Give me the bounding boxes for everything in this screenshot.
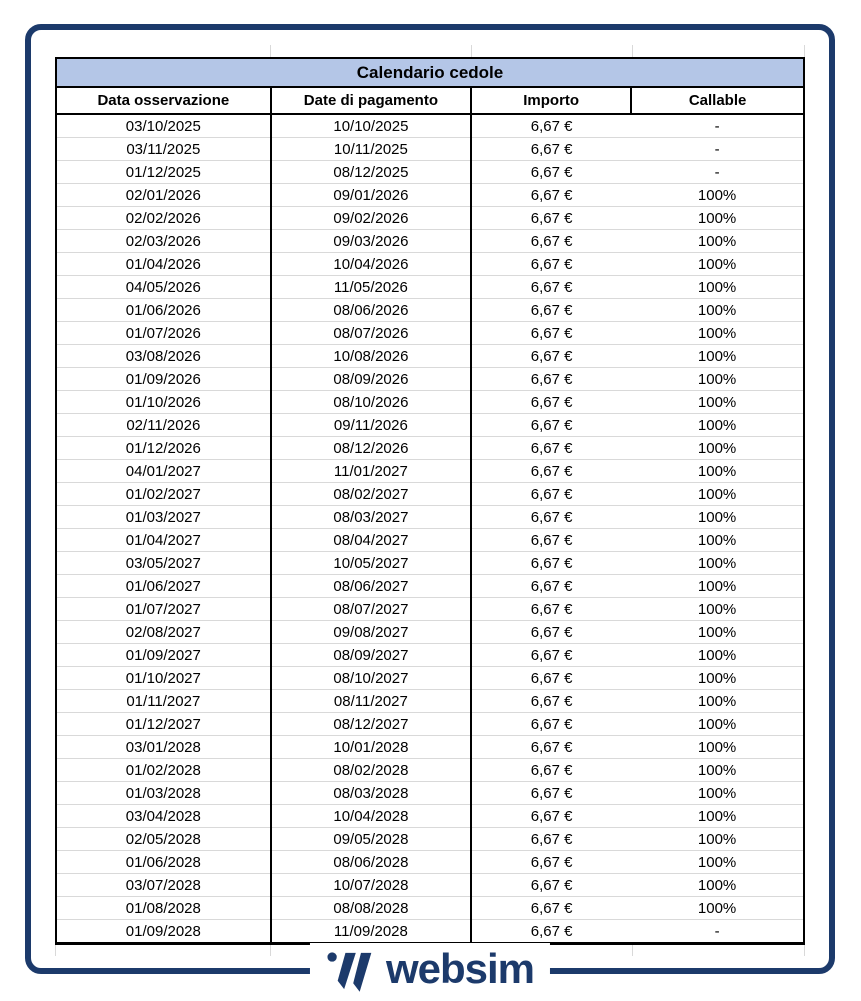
cell-callable: 100% xyxy=(631,460,804,483)
table-row xyxy=(56,920,804,944)
table-row xyxy=(56,851,804,874)
cell-importo: 6,67 € xyxy=(471,345,631,368)
cell-date-pagamento: 10/05/2027 xyxy=(271,552,471,575)
cell-data-osservazione: 01/07/2027 xyxy=(56,598,271,621)
cell-callable: 100% xyxy=(631,322,804,345)
cell-data-osservazione: 03/04/2028 xyxy=(56,805,271,828)
cell-callable: 100% xyxy=(631,736,804,759)
cell-importo: 6,67 € xyxy=(471,161,631,184)
cell-callable: 100% xyxy=(631,368,804,391)
table-row xyxy=(56,667,804,690)
cell-importo: 6,67 € xyxy=(471,759,631,782)
cell-date-pagamento: 09/02/2026 xyxy=(271,207,471,230)
cell-callable: 100% xyxy=(631,621,804,644)
column-header-importo: Importo xyxy=(471,87,631,114)
cell-data-osservazione: 01/10/2026 xyxy=(56,391,271,414)
cell-data-osservazione: 01/09/2027 xyxy=(56,644,271,667)
cell-data-osservazione: 01/10/2027 xyxy=(56,667,271,690)
cell-data-osservazione: 04/01/2027 xyxy=(56,460,271,483)
cell-importo: 6,67 € xyxy=(471,391,631,414)
cell-date-pagamento: 09/05/2028 xyxy=(271,828,471,851)
cell-importo: 6,67 € xyxy=(471,483,631,506)
cell-date-pagamento: 10/07/2028 xyxy=(271,874,471,897)
cell-callable: 100% xyxy=(631,598,804,621)
cell-callable: 100% xyxy=(631,690,804,713)
cell-callable: 100% xyxy=(631,713,804,736)
table-row xyxy=(56,345,804,368)
cell-callable: 100% xyxy=(631,828,804,851)
table-row xyxy=(56,460,804,483)
cell-data-osservazione: 03/05/2027 xyxy=(56,552,271,575)
cell-date-pagamento: 08/02/2028 xyxy=(271,759,471,782)
cell-importo: 6,67 € xyxy=(471,230,631,253)
table-row xyxy=(56,184,804,207)
cell-date-pagamento: 10/08/2026 xyxy=(271,345,471,368)
cell-importo: 6,67 € xyxy=(471,253,631,276)
websim-logo-text: websim xyxy=(385,945,535,992)
table-row xyxy=(56,897,804,920)
table-row xyxy=(56,230,804,253)
gridline-artifact xyxy=(632,945,633,956)
cell-importo: 6,67 € xyxy=(471,598,631,621)
websim-logo-icon xyxy=(326,949,374,993)
cell-callable: 100% xyxy=(631,897,804,920)
cell-data-osservazione: 03/07/2028 xyxy=(56,874,271,897)
table-row xyxy=(56,414,804,437)
cell-date-pagamento: 09/11/2026 xyxy=(271,414,471,437)
cell-date-pagamento: 11/09/2028 xyxy=(271,920,471,944)
table-title-row xyxy=(56,58,804,87)
cell-data-osservazione: 01/04/2027 xyxy=(56,529,271,552)
cell-importo: 6,67 € xyxy=(471,207,631,230)
cell-date-pagamento: 09/08/2027 xyxy=(271,621,471,644)
cell-importo: 6,67 € xyxy=(471,184,631,207)
cell-data-osservazione: 01/04/2026 xyxy=(56,253,271,276)
cell-data-osservazione: 01/02/2028 xyxy=(56,759,271,782)
cell-importo: 6,67 € xyxy=(471,713,631,736)
cell-data-osservazione: 03/11/2025 xyxy=(56,138,271,161)
table-row xyxy=(56,114,804,138)
gridline-artifact xyxy=(55,945,56,956)
cell-importo: 6,67 € xyxy=(471,322,631,345)
cell-data-osservazione: 01/03/2027 xyxy=(56,506,271,529)
cell-importo: 6,67 € xyxy=(471,828,631,851)
cell-date-pagamento: 08/04/2027 xyxy=(271,529,471,552)
table-row xyxy=(56,322,804,345)
table-header-row xyxy=(56,87,804,114)
cell-date-pagamento: 08/03/2027 xyxy=(271,506,471,529)
cell-importo: 6,67 € xyxy=(471,368,631,391)
cell-date-pagamento: 08/12/2027 xyxy=(271,713,471,736)
column-header-callable: Callable xyxy=(631,87,804,114)
cell-data-osservazione: 03/01/2028 xyxy=(56,736,271,759)
cell-date-pagamento: 08/06/2026 xyxy=(271,299,471,322)
cell-importo: 6,67 € xyxy=(471,299,631,322)
column-header-data-osservazione: Data osservazione xyxy=(56,87,271,114)
table-title: Calendario cedole xyxy=(56,58,804,87)
cell-callable: 100% xyxy=(631,391,804,414)
table-row xyxy=(56,713,804,736)
table-row xyxy=(56,552,804,575)
cell-date-pagamento: 08/07/2027 xyxy=(271,598,471,621)
table-row xyxy=(56,161,804,184)
cell-date-pagamento: 11/01/2027 xyxy=(271,460,471,483)
cell-importo: 6,67 € xyxy=(471,667,631,690)
cell-importo: 6,67 € xyxy=(471,114,631,138)
table-row xyxy=(56,575,804,598)
cell-callable: 100% xyxy=(631,184,804,207)
cell-callable: 100% xyxy=(631,506,804,529)
column-header-date-pagamento: Date di pagamento xyxy=(271,87,471,114)
cell-data-osservazione: 01/08/2028 xyxy=(56,897,271,920)
cell-data-osservazione: 02/08/2027 xyxy=(56,621,271,644)
cell-callable: 100% xyxy=(631,345,804,368)
cell-callable: 100% xyxy=(631,414,804,437)
cell-data-osservazione: 01/06/2027 xyxy=(56,575,271,598)
cell-data-osservazione: 03/10/2025 xyxy=(56,114,271,138)
cell-importo: 6,67 € xyxy=(471,621,631,644)
table-row xyxy=(56,483,804,506)
cell-data-osservazione: 01/12/2026 xyxy=(56,437,271,460)
table-body xyxy=(56,114,804,944)
cell-callable: 100% xyxy=(631,667,804,690)
cell-callable: 100% xyxy=(631,230,804,253)
cell-date-pagamento: 09/03/2026 xyxy=(271,230,471,253)
cell-callable: - xyxy=(631,138,804,161)
cell-date-pagamento: 08/06/2027 xyxy=(271,575,471,598)
cell-date-pagamento: 08/08/2028 xyxy=(271,897,471,920)
cell-callable: 100% xyxy=(631,552,804,575)
cell-callable: - xyxy=(631,920,804,944)
cell-date-pagamento: 08/03/2028 xyxy=(271,782,471,805)
cell-importo: 6,67 € xyxy=(471,644,631,667)
gridline-artifact xyxy=(270,945,271,956)
cell-callable: 100% xyxy=(631,207,804,230)
table-row xyxy=(56,805,804,828)
table-row xyxy=(56,207,804,230)
cell-importo: 6,67 € xyxy=(471,575,631,598)
cell-importo: 6,67 € xyxy=(471,782,631,805)
table-row xyxy=(56,644,804,667)
cell-data-osservazione: 01/12/2027 xyxy=(56,713,271,736)
table-row xyxy=(56,736,804,759)
cell-importo: 6,67 € xyxy=(471,460,631,483)
cell-importo: 6,67 € xyxy=(471,414,631,437)
table-row xyxy=(56,529,804,552)
gridline-artifact xyxy=(471,45,472,57)
cell-importo: 6,67 € xyxy=(471,529,631,552)
cell-data-osservazione: 02/05/2028 xyxy=(56,828,271,851)
gridline-artifact xyxy=(804,945,805,956)
cell-importo: 6,67 € xyxy=(471,552,631,575)
table-row xyxy=(56,138,804,161)
cell-callable: 100% xyxy=(631,529,804,552)
cell-importo: 6,67 € xyxy=(471,276,631,299)
table-row xyxy=(56,874,804,897)
cell-date-pagamento: 08/10/2027 xyxy=(271,667,471,690)
table-row xyxy=(56,828,804,851)
table-row xyxy=(56,391,804,414)
cell-date-pagamento: 10/10/2025 xyxy=(271,114,471,138)
cell-date-pagamento: 08/02/2027 xyxy=(271,483,471,506)
cell-data-osservazione: 04/05/2026 xyxy=(56,276,271,299)
cell-data-osservazione: 01/09/2026 xyxy=(56,368,271,391)
cell-callable: 100% xyxy=(631,644,804,667)
cell-date-pagamento: 08/06/2028 xyxy=(271,851,471,874)
cell-callable: 100% xyxy=(631,276,804,299)
websim-logo xyxy=(310,943,550,999)
cell-callable: 100% xyxy=(631,782,804,805)
cell-data-osservazione: 01/06/2026 xyxy=(56,299,271,322)
cell-callable: 100% xyxy=(631,575,804,598)
table-row xyxy=(56,598,804,621)
cell-data-osservazione: 02/01/2026 xyxy=(56,184,271,207)
cell-callable: 100% xyxy=(631,874,804,897)
cell-date-pagamento: 10/01/2028 xyxy=(271,736,471,759)
cell-date-pagamento: 08/07/2026 xyxy=(271,322,471,345)
cell-callable: 100% xyxy=(631,805,804,828)
cell-importo: 6,67 € xyxy=(471,874,631,897)
table-row xyxy=(56,782,804,805)
table-row xyxy=(56,253,804,276)
cell-callable: 100% xyxy=(631,253,804,276)
cell-data-osservazione: 01/09/2028 xyxy=(56,920,271,944)
cell-importo: 6,67 € xyxy=(471,736,631,759)
coupon-calendar-table xyxy=(55,57,805,945)
cell-data-osservazione: 02/02/2026 xyxy=(56,207,271,230)
cell-data-osservazione: 03/08/2026 xyxy=(56,345,271,368)
cell-data-osservazione: 01/12/2025 xyxy=(56,161,271,184)
table-row xyxy=(56,690,804,713)
cell-date-pagamento: 08/11/2027 xyxy=(271,690,471,713)
cell-data-osservazione: 01/02/2027 xyxy=(56,483,271,506)
cell-callable: 100% xyxy=(631,437,804,460)
coupon-calendar xyxy=(55,57,805,945)
cell-importo: 6,67 € xyxy=(471,851,631,874)
cell-data-osservazione: 02/11/2026 xyxy=(56,414,271,437)
cell-date-pagamento: 10/04/2026 xyxy=(271,253,471,276)
cell-importo: 6,67 € xyxy=(471,690,631,713)
cell-callable: - xyxy=(631,161,804,184)
cell-callable: - xyxy=(631,114,804,138)
gridline-artifact xyxy=(632,45,633,57)
table-row xyxy=(56,299,804,322)
table-row xyxy=(56,368,804,391)
cell-date-pagamento: 08/12/2026 xyxy=(271,437,471,460)
cell-data-osservazione: 01/03/2028 xyxy=(56,782,271,805)
table-row xyxy=(56,759,804,782)
cell-importo: 6,67 € xyxy=(471,897,631,920)
cell-date-pagamento: 08/12/2025 xyxy=(271,161,471,184)
cell-importo: 6,67 € xyxy=(471,437,631,460)
cell-importo: 6,67 € xyxy=(471,138,631,161)
cell-date-pagamento: 08/09/2026 xyxy=(271,368,471,391)
gridline-artifact xyxy=(804,45,805,57)
table-row xyxy=(56,437,804,460)
cell-data-osservazione: 01/07/2026 xyxy=(56,322,271,345)
cell-importo: 6,67 € xyxy=(471,805,631,828)
cell-date-pagamento: 08/10/2026 xyxy=(271,391,471,414)
cell-callable: 100% xyxy=(631,483,804,506)
cell-date-pagamento: 10/11/2025 xyxy=(271,138,471,161)
table-row xyxy=(56,621,804,644)
table-row xyxy=(56,276,804,299)
gridline-artifact xyxy=(270,45,271,57)
cell-importo: 6,67 € xyxy=(471,506,631,529)
cell-data-osservazione: 02/03/2026 xyxy=(56,230,271,253)
cell-callable: 100% xyxy=(631,759,804,782)
cell-data-osservazione: 01/06/2028 xyxy=(56,851,271,874)
table-row xyxy=(56,506,804,529)
cell-callable: 100% xyxy=(631,851,804,874)
cell-date-pagamento: 09/01/2026 xyxy=(271,184,471,207)
cell-importo: 6,67 € xyxy=(471,920,631,944)
cell-callable: 100% xyxy=(631,299,804,322)
cell-date-pagamento: 10/04/2028 xyxy=(271,805,471,828)
cell-date-pagamento: 08/09/2027 xyxy=(271,644,471,667)
cell-date-pagamento: 11/05/2026 xyxy=(271,276,471,299)
cell-data-osservazione: 01/11/2027 xyxy=(56,690,271,713)
